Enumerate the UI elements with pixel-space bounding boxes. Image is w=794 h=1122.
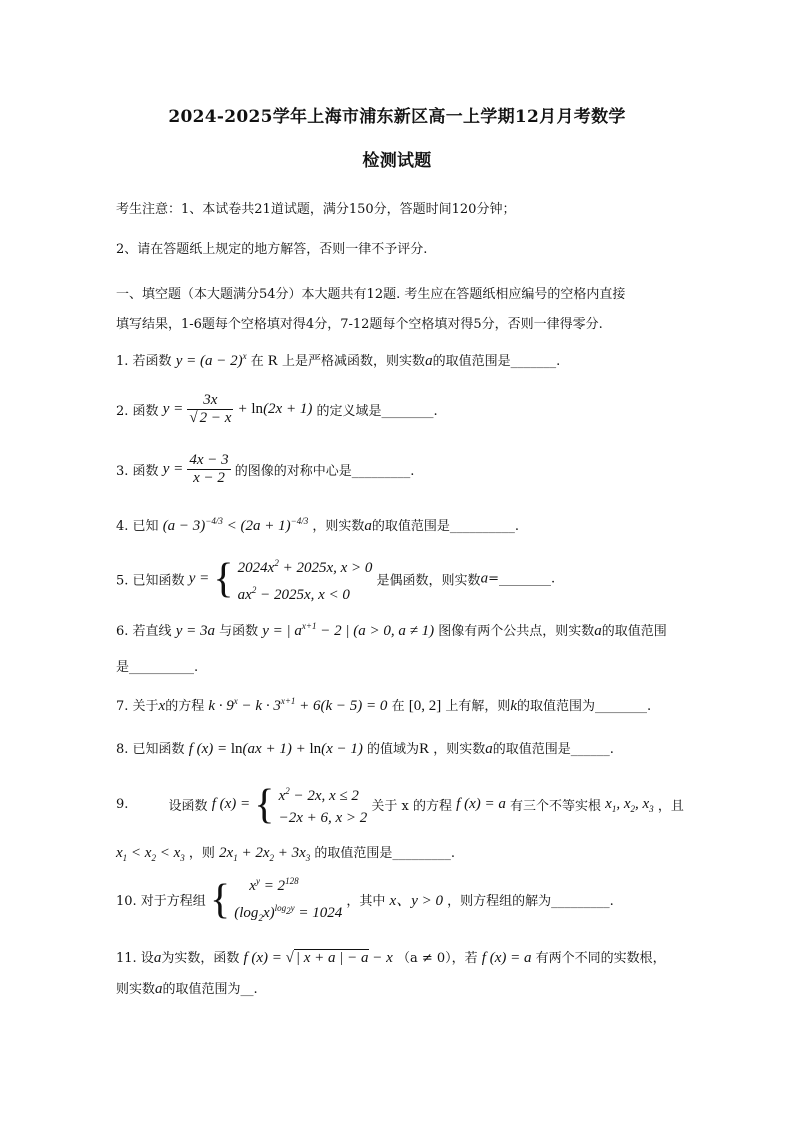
exam-title: 2024-2025学年上海市浦东新区高一上学期12月月考数学 (168, 107, 626, 127)
exam-subtitle: 检测试题 (362, 151, 432, 171)
question-1: 1. 若函数 $y = (a - 2)^x$ 在 R 上是严格减函数，则实数a的取值范围是_______. (116, 351, 561, 369)
question-4: 4. 已知 $(a - 3)^{-4/3} < (2a + 1)^{-4/3}$ ，则实数a的取值范围是__________. (116, 516, 519, 534)
question-11-cont: 则实数a的取值范围为__. (116, 981, 258, 997)
question-11: 11. 设a为实数，函数 f (x) = √ | x + a | − a − x （a ≠ 0），若 f (x) = a 有两个不同的实数根， (116, 950, 666, 966)
question-7: 7. 关于x的方程 $k \cdot 9^x - k \cdot 3^{x+1} + 6(k - 5) = 0$ 在 [0, 2] 上有解，则k的取值范围为________. (116, 696, 652, 714)
question-6: 6. 若直线 y = 3a 与函数 y = | $a^{x+1} - 2$ | (a > 0, a ≠ 1) 图像有两个公共点，则实数a的取值范围 (116, 621, 667, 639)
question-2: 2. 函数 y = $\frac{3x}{√ 2 - x}$ + ln(2x + 1) 的定义域是________. (116, 392, 438, 426)
question-9: 9. 设函数 f (x) = { $x^2 - 2x$, x ≤ 2 −2x + 6, x > 2 关于 x 的方程 f (x) = a 有三个不等实根 $x_1$, $x_2$, $x_3$ ，且 (116, 781, 684, 828)
section-1-instructions: 填写结果，1-6题每个空格填对得4分，7-12题每个空格填对得5分，否则一律得零分. (116, 317, 603, 332)
notice-2: 2、请在答题纸上规定的地方解答，否则一律不予评分. (116, 242, 428, 257)
question-6-cont: 是__________. (116, 660, 199, 675)
question-9-cont: $x_1 < x_2 < x_3$ ，则 $2x_1 + 2x_2 + 3x_3$ 的取值范围是_________. (116, 845, 456, 863)
section-1-heading: 一、填空题（本大题满分54分）本大题共有12题. 考生应在答题纸相应编号的空格内直接 (116, 287, 626, 302)
question-5: 5. 已知函数 y = { $2024x^2 + 2025x$, x > 0 $ax^2 - 2025x$, x < 0 是偶函数，则实数a=________. (116, 556, 556, 603)
question-3: 3. 函数 y = $\frac{4x - 3}{x - 2}$ 的图像的对称中心是_________. (116, 452, 415, 486)
notice-1: 考生注意：1、本试卷共21道试题，满分150分，答题时间120分钟； (116, 202, 516, 217)
question-8: 8. 已知函数 f (x) = ln(ax + 1) + ln(x − 1) 的值域为R ，则实数a的取值范围是______. (116, 741, 614, 757)
question-10: 10. 对于方程组 { $x^y = 2^{128}$ $(\log_2x)^{log_2y} = 1024$ ，其中 x、y > 0 ，则方程组的解为_________. (116, 876, 614, 923)
